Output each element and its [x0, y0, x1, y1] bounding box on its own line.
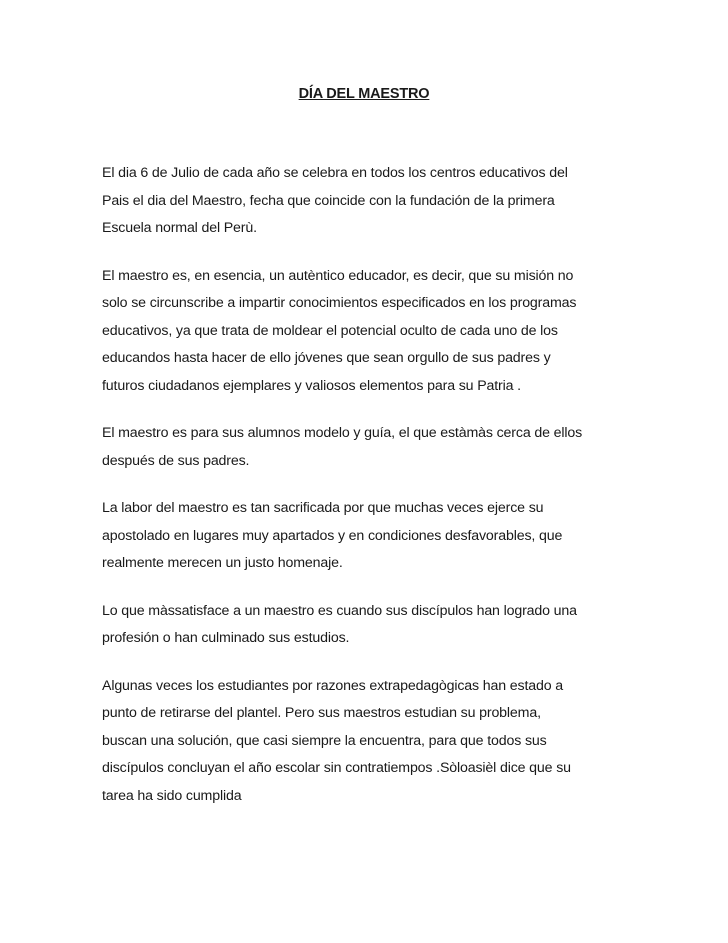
- text-line: buscan una solución, que casi siempre la encuentra, para que todos sus: [102, 732, 547, 749]
- paragraph-3: [102, 420, 642, 475]
- text-line: Escuela normal del Perù.: [102, 220, 257, 236]
- paragraph-4: [102, 495, 642, 578]
- paragraph-2: [102, 263, 642, 401]
- paragraph-5: [102, 598, 642, 653]
- text-line: La labor del maestro es tan sacrificada por que muchas veces ejerce su: [102, 500, 544, 516]
- text-line: educandos hasta hacer de ello jóvenes que sean orgullo de sus padres y: [102, 350, 551, 366]
- text-line: El dia 6 de Julio de cada año se celebra en todos los centros educativos del: [102, 165, 568, 181]
- text-line: apostolado en lugares muy apartados y en condiciones desfavorables, que: [102, 527, 563, 544]
- text-line: Algunas veces los estudiantes por razones extrapedagògicas han estado a: [102, 677, 564, 694]
- text-line: Pais el dia del Maestro, fecha que coincide con la fundación de la primera: [102, 192, 555, 209]
- text-line: El maestro es, en esencia, un autèntico educador, es decir, que su misión no: [102, 267, 574, 284]
- text-line: punto de retirarse del plantel. Pero sus maestros estudian su problema,: [102, 705, 541, 721]
- text-line: discípulos concluyan el año escolar sin contratiempos .Sòloasièl dice que su: [102, 760, 571, 776]
- document-title: DÍA DEL MAESTRO: [298, 86, 430, 102]
- document-body: [102, 160, 642, 830]
- text-line: El maestro es para sus alumnos modelo y guía, el que estàmàs cerca de ellos: [102, 425, 583, 441]
- text-line: después de sus padres.: [102, 452, 250, 469]
- text-line: futuros ciudadanos ejemplares y valiosos elementos para su Patria .: [102, 377, 521, 394]
- text-line: Lo que màssatisface a un maestro es cuando sus discípulos han logrado una: [102, 602, 577, 619]
- text-line: educativos, ya que trata de moldear el potencial oculto de cada uno de los: [102, 322, 558, 339]
- paragraph-1: [102, 160, 642, 243]
- text-line: tarea ha sido cumplida: [102, 787, 242, 804]
- text-line: realmente merecen un justo homenaje.: [102, 555, 343, 571]
- text-line: solo se circunscribe a impartir conocimientos especificados en los programas: [102, 295, 577, 311]
- paragraph-6: [102, 673, 642, 811]
- text-line: profesión o han culminado sus estudios.: [102, 630, 350, 646]
